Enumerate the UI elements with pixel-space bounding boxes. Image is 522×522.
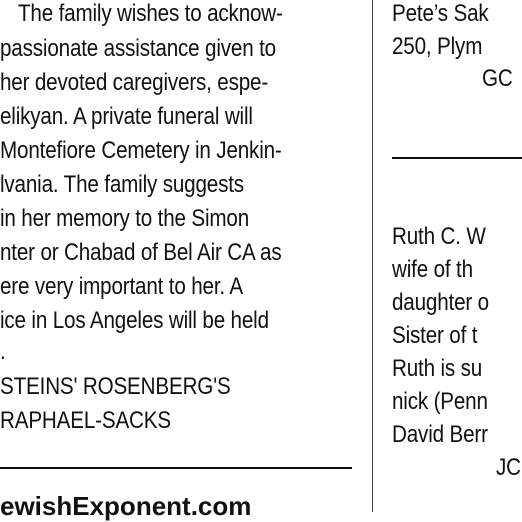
funeral-home-name: STEINS' ROSENBERG'S	[0, 373, 231, 400]
obituary-text-line: Sister of t	[392, 322, 478, 349]
obituary-text-line: ice in Los Angeles will be held	[0, 307, 269, 334]
obituary-text-line: Montefiore Cemetery in Jenkin-	[0, 137, 282, 164]
obituary-text-line: ere very important to her. A	[0, 273, 243, 300]
obituary-text-line: The family wishes to acknow-	[18, 0, 283, 27]
section-divider	[0, 467, 352, 469]
section-divider	[392, 157, 522, 159]
obituary-text-line: Ruth is su	[392, 355, 483, 382]
obituary-text-line: nick (Penn	[392, 388, 488, 415]
obituary-text-line: GC	[482, 65, 513, 92]
obituary-text-line: elikyan. A private funeral will	[0, 103, 253, 130]
obituary-text-line: .	[0, 338, 6, 365]
obituary-text-line: Ruth C. W	[392, 223, 486, 250]
website-footer: ewishExponent.com	[0, 491, 252, 521]
obituary-text-line: Pete’s Sak	[392, 0, 489, 27]
obituary-text-line: passionate assistance given to	[0, 35, 276, 62]
obituary-text-line: JC	[496, 454, 521, 481]
obituary-text-line: in her memory to the Simon	[0, 205, 250, 232]
obituary-text-line: 250, Plym	[392, 33, 483, 60]
obituary-text-line: nter or Chabad of Bel Air CA as	[0, 239, 282, 266]
column-divider	[372, 0, 373, 512]
obituary-text-line: her devoted caregivers, espe-	[0, 69, 269, 96]
obituary-text-line: wife of th	[392, 256, 473, 283]
obituary-text-line: lvania. The family suggests	[0, 171, 244, 198]
obituary-text-line: daughter o	[392, 289, 489, 316]
funeral-home-name: RAPHAEL-SACKS	[0, 407, 171, 434]
right-column	[392, 0, 521, 512]
obituary-text-line: David Berr	[392, 421, 488, 448]
